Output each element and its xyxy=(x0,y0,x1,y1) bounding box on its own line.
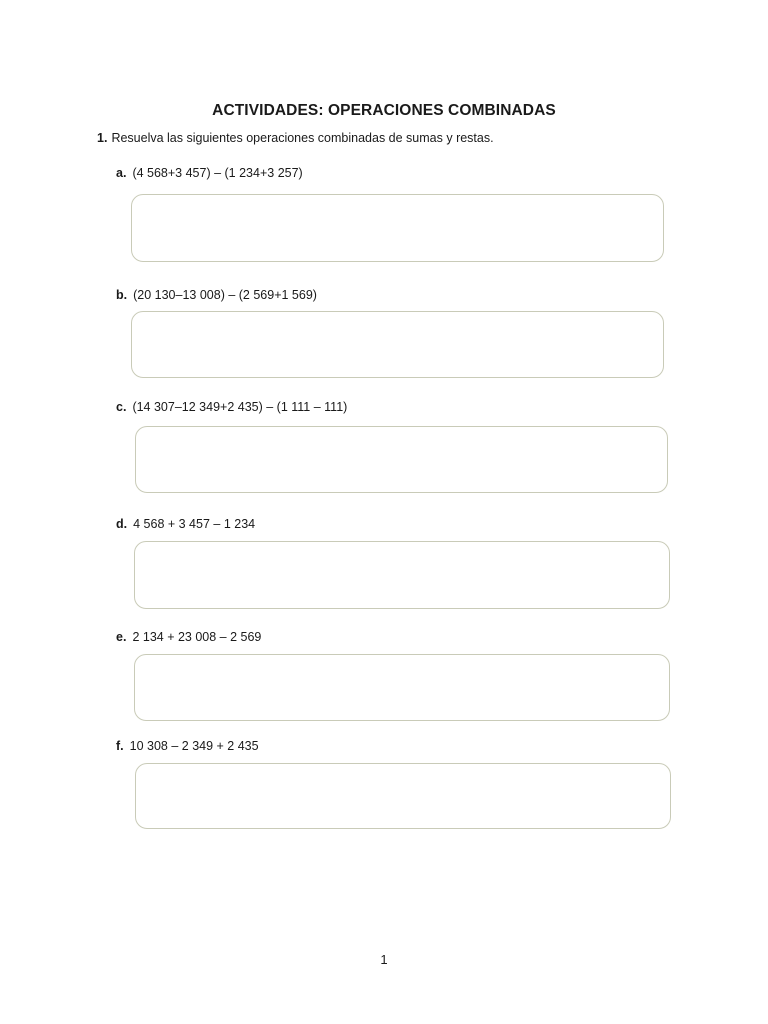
answer-box-e[interactable] xyxy=(134,654,670,721)
exercise-label-c xyxy=(116,400,347,414)
answer-box-f[interactable] xyxy=(135,763,671,829)
exercise-label-b xyxy=(116,288,317,302)
answer-box-c[interactable] xyxy=(135,426,668,493)
exercise-letter: a. xyxy=(116,166,127,180)
exercise-expression: 2 134 + 23 008 – 2 569 xyxy=(132,630,262,644)
exercise-letter: f. xyxy=(116,739,124,753)
exercise-letter: e. xyxy=(116,630,127,644)
exercise-letter: d. xyxy=(116,517,128,531)
answer-box-d[interactable] xyxy=(134,541,670,609)
page-title: ACTIVIDADES: OPERACIONES COMBINADAS xyxy=(212,102,556,119)
answer-box-b[interactable] xyxy=(131,311,664,378)
exercise-label-a xyxy=(116,166,303,180)
exercise-expression: (4 568+3 457) – (1 234+3 257) xyxy=(132,166,303,180)
answer-box-a[interactable] xyxy=(131,194,664,262)
instruction-number: 1. xyxy=(97,131,108,145)
instruction xyxy=(97,131,494,145)
page-number: 1 xyxy=(380,952,388,967)
exercise-expression: (14 307–12 349+2 435) – (1 111 – 111) xyxy=(132,400,348,414)
exercise-label-d xyxy=(116,517,255,531)
exercise-letter: b. xyxy=(116,288,128,302)
exercise-label-e xyxy=(116,630,261,644)
exercise-label-f xyxy=(116,739,259,753)
exercise-letter: c. xyxy=(116,400,127,414)
instruction-text: Resuelva las siguientes operaciones combinadas de sumas y restas. xyxy=(111,131,494,145)
exercise-expression: 10 308 – 2 349 + 2 435 xyxy=(129,739,259,753)
exercise-expression: 4 568 + 3 457 – 1 234 xyxy=(133,517,256,531)
exercise-expression: (20 130–13 008) – (2 569+1 569) xyxy=(133,288,317,302)
